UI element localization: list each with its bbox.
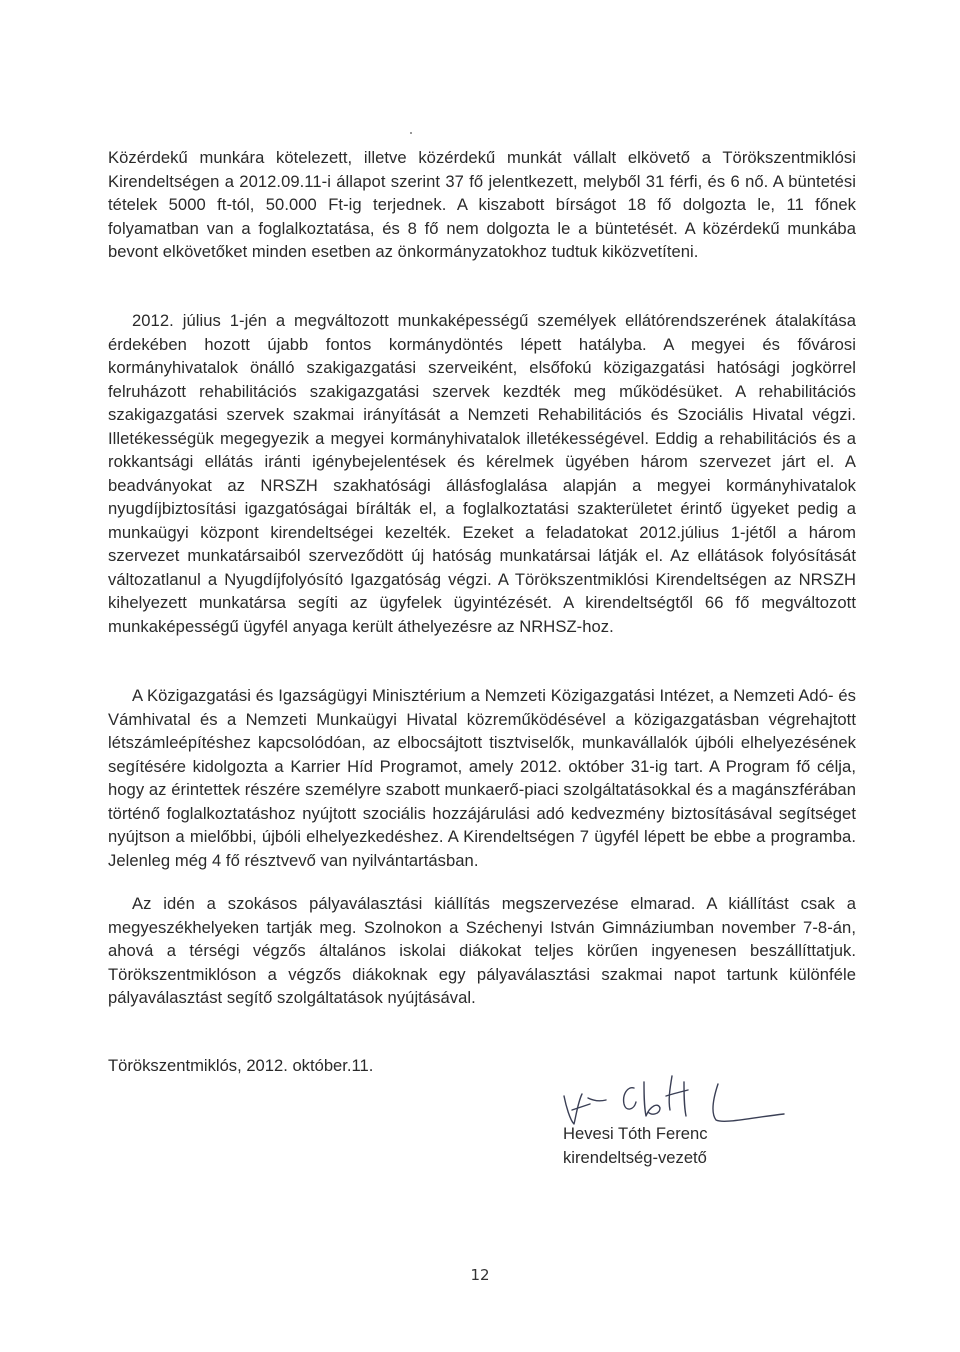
signer-block xyxy=(563,1122,708,1169)
place-date: Törökszentmiklós, 2012. október.11. xyxy=(108,1056,374,1075)
paragraph-community-service: Közérdekű munkára kötelezett, illetve közérdekű munkát vállalt elkövető a Törökszentmiklósi Kirendeltségen a 2012.09.11-i állapot szerint 37 fő jelentkezett, melyből 31 férfi, és 6 nő. A büntetési tételek 5000 ft-tól, 50.000 Ft-ig terjednek. A kiszabott bírságot 18 fő dolgozta le, 11 főnek folyamatban van a foglalkoztatása, és 8 fő nem dolgozta le a büntetését. A közérdekű munkába bevont elkövetőket minden esetben az önkormányzatokhoz tudtuk kiközvetíteni. xyxy=(108,148,856,261)
scan-speck xyxy=(410,132,412,134)
paragraph-karrier-hid: A Közigazgatási és Igazságügyi Minisztérium a Nemzeti Közigazgatási Intézet, a Nemzeti Adó- és Vámhivatal és a Nemzeti Munkaügyi Hivatal közreműködésével a közigazgatásban végrehajtott létszámleépítéshez kapcsolódóan, az elbocsájtott tisztviselők, munkavállalók újbóli elhelyezésének segítésére kidolgozta a Karrier Híd Programot, amely 2012. október 31-ig tart. A Program fő célja, hogy az érintettek részére személyre szabott munkaerő-piaci szolgáltatásokkal és a magánszférában történő foglalkoztatáshoz nyújtott szociális hozzájárulási adó kedvezmény biztosításával segítséget nyújtson a mielőbbi, újbóli elhelyezkedéshez. A Kirendeltségen 7 ügyfél lépett be ebbe a programba. Jelenleg még 4 fő résztvevő van nyilvántartásban. xyxy=(108,686,856,870)
signer-title: kirendeltség-vezető xyxy=(563,1147,707,1167)
page-number: 12 xyxy=(470,1266,490,1284)
paragraph-rehabilitation: 2012. július 1-jén a megváltozott munkaképességű személyek ellátórendszerének átalakítása érdekében hozott újabb fontos kormánydöntés lépett hatályba. A megyei és fővárosi kormányhivatalok önálló szakigazgatási szerveiként, elsőfokú közigazgatási hatósági jogkörrel felruházott rehabilitációs szakigazgatási szervek kezdték meg működésüket. A rehabilitációs szakigazgatási szervek szakmai irányítását a Nemzeti Rehabilitációs és Szociális Hivatal végzi. Illetékességük megegyezik a megyei kormányhivatalok illetékességével. Eddig a rehabilitációs és a rokkantsági ellátás iránti igénybejelentések és kérelmek ügyében három szervezet járt el. A beadványokat az NRSZH szakhatósági állásfoglalása alapján a megyei kormányhivatalok nyugdíjbiztosítási igazgatóságai bírálták el, a foglalkoztatási szakterületet érintő ügyeket pedig a munkaügyi központ kirendeltségei kezelték. Ezeket a feladatokat 2012.július 1-jétől a három szervezet munkatársaiból szerveződött új hatóság munkatársai látják el. Az ellátások folyósítását változatlanul a Nyugdíjfolyósító Igazgatóság végzi. A Törökszentmiklósi Kirendeltségen az NRSZH kihelyezett munkatársa segíti az ügyfelek ügyintézését. A kirendeltségtől 66 fő megváltozott munkaképességű ügyfél anyaga került áthelyezésre az NRHSZ-hoz. xyxy=(108,311,856,636)
paragraph-career-exhibition: Az idén a szokásos pályaválasztási kiállítás megszervezése elmarad. A kiállítást csak a megyeszékhelyeken tartják meg. Szolnokon a Széchenyi István Gimnáziumban november 7-8-án, ahová a térségi végzős általános iskolai diákokat teljes körűen ingyenesen beszállíttatjuk. Törökszentmiklóson a végzős diákoknak egy pályaválasztási szakmai napot tartunk különféle pályaválasztást segítő szolgáltatások nyújtásával. xyxy=(108,894,856,1007)
signer-name: Hevesi Tóth Ferenc xyxy=(563,1124,708,1143)
